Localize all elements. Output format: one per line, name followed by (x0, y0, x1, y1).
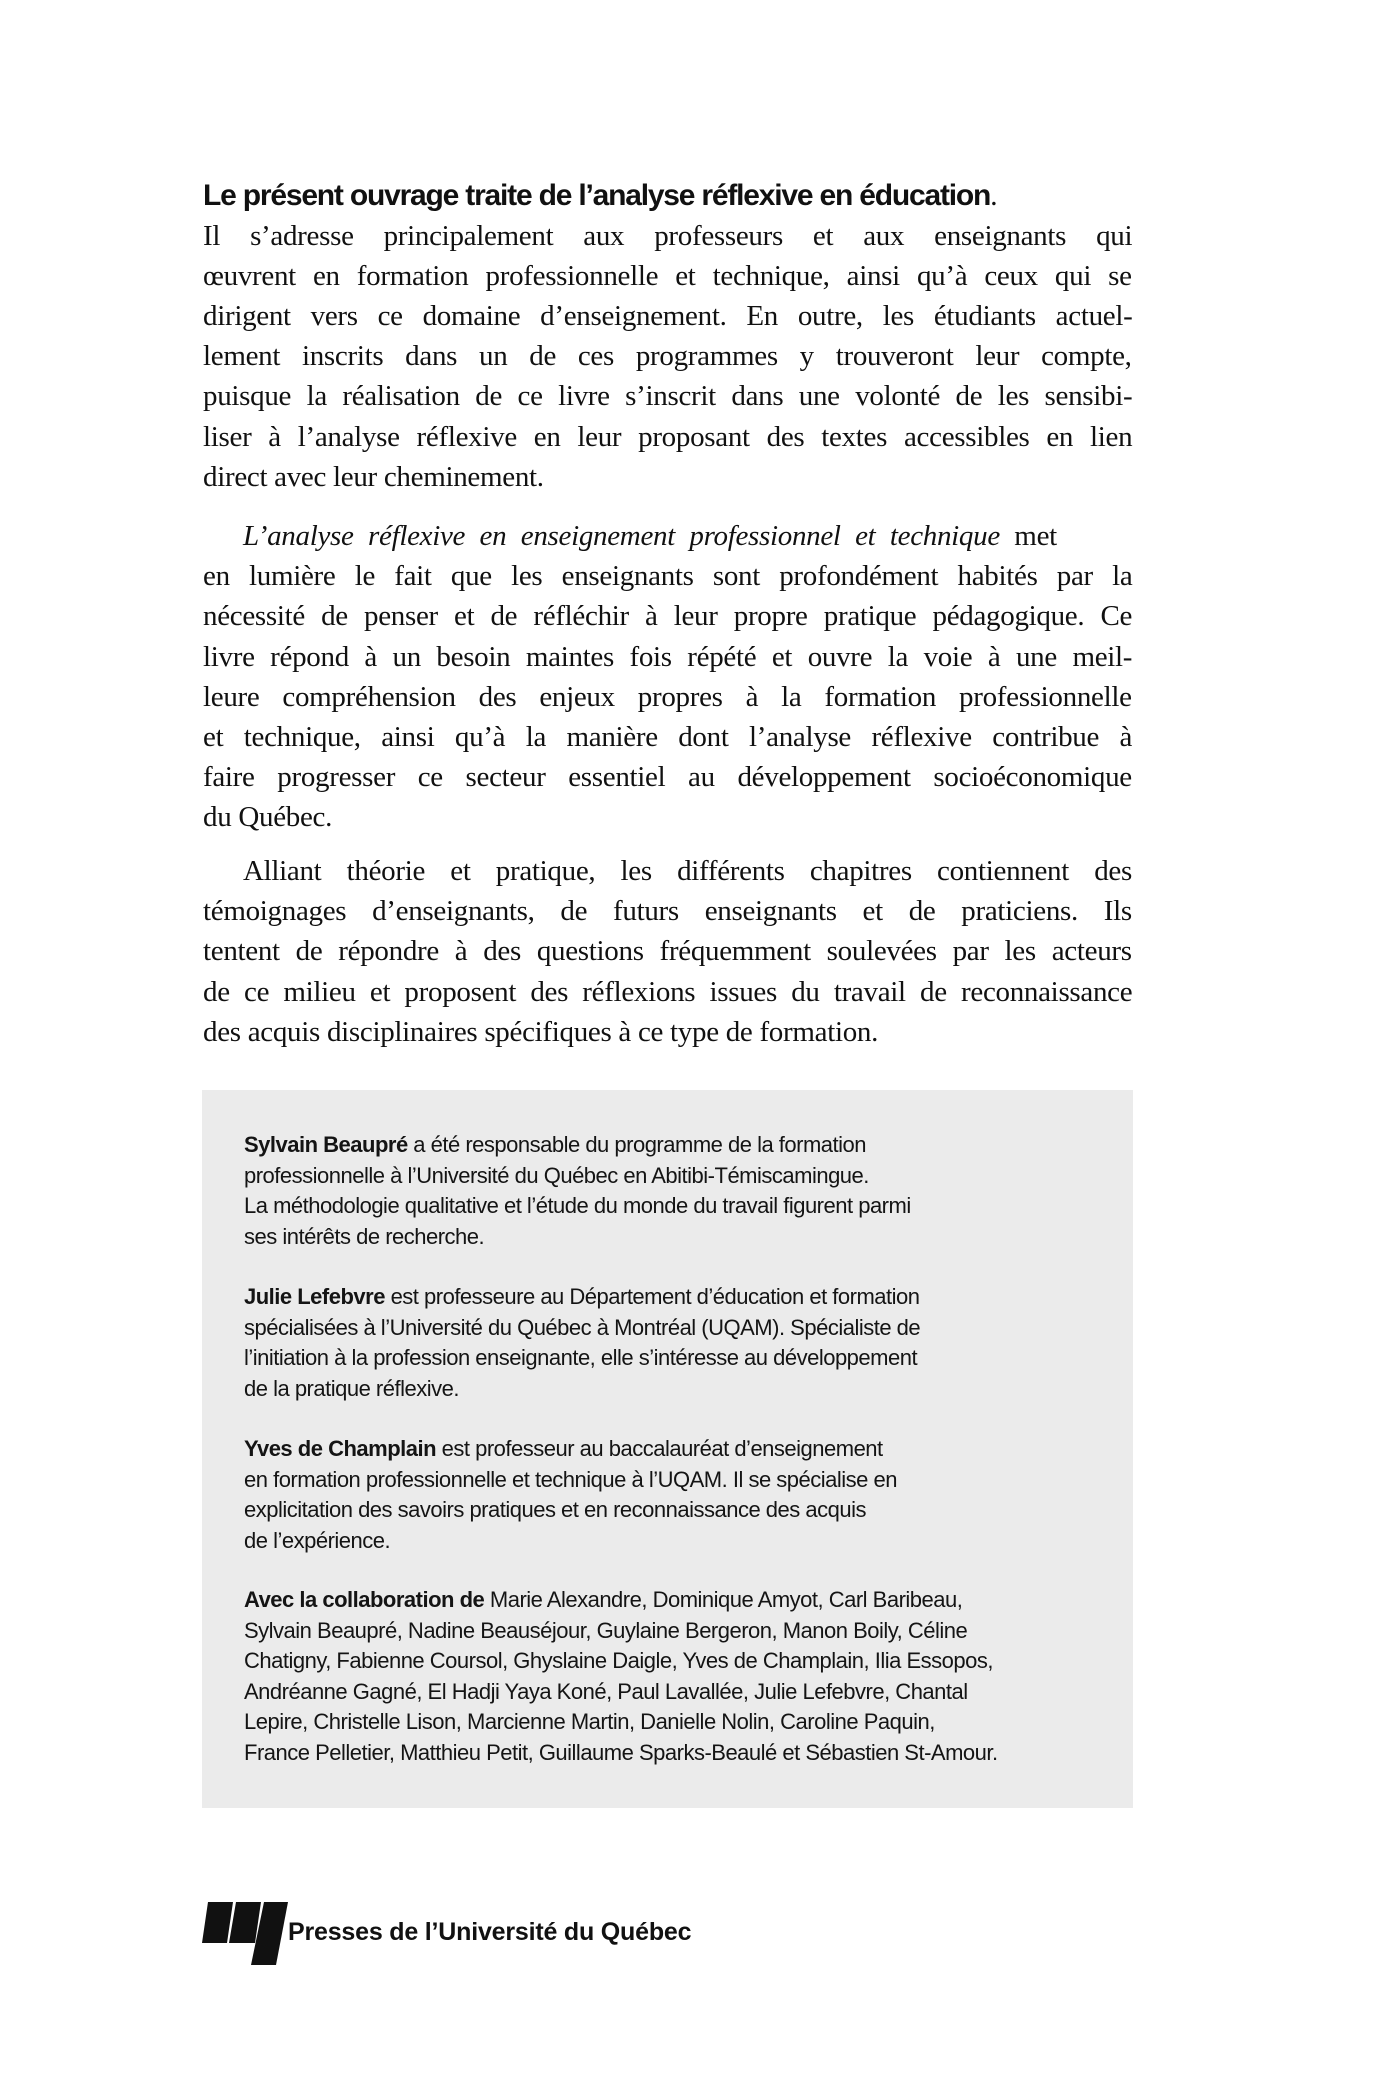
bio-yves-line: de l’expérience. (244, 1528, 391, 1553)
publisher-name: Presses de l’Université du Québec (288, 1918, 692, 1946)
bio-sylvain-line: ses intérêts de recherche. (244, 1224, 485, 1249)
paragraph2-first-line (243, 519, 1132, 553)
collaboration-line: France Pelletier, Matthieu Petit, Guillaume Sparks-Beaulé et Sébastien St-Amour. (244, 1740, 998, 1765)
paragraph3-line: de ce milieu et proposent des réflexions issues du travail de reconnaissance (203, 976, 1133, 1008)
author-name-julie: Julie Lefebvre (244, 1284, 385, 1309)
collaboration-line: Lepire, Christelle Lison, Marcienne Martin, Danielle Nolin, Caroline Paquin, (244, 1709, 935, 1734)
paragraph3-line: tentent de répondre à des questions fréquemment soulevées par les acteurs (203, 935, 1132, 967)
collaborators-text: Marie Alexandre, Dominique Amyot, Carl Baribeau, (484, 1587, 963, 1612)
intro-title (203, 179, 1132, 213)
bio-text: est professeure au Département d’éducation et formation (384, 1284, 920, 1309)
intro-title-bold: Le présent ouvrage traite de l’analyse réflexive en éducation (203, 179, 991, 212)
publisher-footer (200, 1898, 720, 1970)
bio-sylvain-line: professionnelle à l’Université du Québec en Abitibi-Témiscamingue. (244, 1163, 869, 1188)
paragraph3-line: Alliant théorie et pratique, les différents chapitres contiennent des (243, 855, 1132, 887)
paragraph2-line: et technique, ainsi qu’à la manière dont l’analyse réflexive contribue à (203, 721, 1133, 753)
paragraph2-line: du Québec. (203, 801, 333, 833)
paragraph1-line: puisque la réalisation de ce livre s’inscrit dans une volonté de les sensibi- (203, 380, 1133, 412)
paragraph2-line: leure compréhension des enjeux propres à la formation professionnelle (203, 681, 1132, 713)
bio-yves-line: explicitation des savoirs pratiques et en reconnaissance des acquis (244, 1497, 866, 1522)
author-name-sylvain: Sylvain Beaupré (244, 1132, 408, 1157)
bio-text: est professeur au baccalauréat d’enseignement (436, 1436, 883, 1461)
bio-sylvain-line: La méthodologie qualitative et l’étude du monde du travail figurent parmi (244, 1193, 911, 1218)
bio-julie-line: de la pratique réflexive. (244, 1376, 459, 1401)
paragraph1-line: lement inscrits dans un de ces programmes y trouveront leur compte, (203, 340, 1132, 372)
collaboration-line: Sylvain Beaupré, Nadine Beauséjour, Guylaine Bergeron, Manon Boily, Céline (244, 1618, 968, 1643)
paragraph1-line: liser à l’analyse réflexive en leur proposant des textes accessibles en lien (203, 421, 1133, 453)
collaboration-line: Andréanne Gagné, El Hadji Yaya Koné, Paul Lavallée, Julie Lefebvre, Chantal (244, 1679, 968, 1704)
paragraph1-line: direct avec leur cheminement. (203, 461, 544, 493)
intro-title-period: . (990, 179, 998, 212)
bio-julie-line: spécialisées à l’Université du Québec à Montréal (UQAM). Spécialiste de (244, 1315, 921, 1340)
collaboration-label: Avec la collaboration de (244, 1587, 485, 1612)
paragraph2-line: livre répond à un besoin maintes fois répété et ouvre la voie à une meil- (203, 641, 1133, 673)
author-name-yves: Yves de Champlain (244, 1436, 437, 1461)
paragraph3-line: témoignages d’enseignants, de futurs enseignants et de praticiens. Ils (203, 895, 1132, 927)
bio-julie-line: l’initiation à la profession enseignante, elle s’intéresse au développement (244, 1345, 918, 1370)
paragraph2-line: faire progresser ce secteur essentiel au développement socioéconomique (203, 761, 1132, 793)
collaboration-line (244, 1587, 962, 1613)
paragraph2-line: nécessité de penser et de réfléchir à leur propre pratique pédagogique. Ce (203, 600, 1133, 632)
paragraph2-first-rest: met (999, 520, 1057, 552)
bio-sylvain-line (244, 1132, 866, 1158)
paragraph3-line: des acquis disciplinaires spécifiques à ce type de formation. (203, 1016, 879, 1048)
paragraph1-line: Il s’adresse principalement aux professeurs et aux enseignants qui (203, 220, 1133, 252)
bio-julie-line (244, 1284, 920, 1310)
bio-yves-line: en formation professionnelle et technique à l’UQAM. Il se spécialise en (244, 1467, 897, 1492)
book-title-italic: L’analyse réflexive en enseignement professionnel et technique (243, 520, 1000, 552)
collaboration-line: Chatigny, Fabienne Coursol, Ghyslaine Daigle, Yves de Champlain, Ilia Essopos, (244, 1648, 993, 1673)
puq-logo-icon (200, 1898, 292, 1968)
bio-yves-line (244, 1436, 883, 1462)
paragraph1-line: dirigent vers ce domaine d’enseignement. En outre, les étudiants actuel- (203, 300, 1133, 332)
bio-text: a été responsable du programme de la formation (407, 1132, 867, 1157)
paragraph1-line: œuvrent en formation professionnelle et technique, ainsi qu’à ceux qui se (203, 260, 1132, 292)
author-bios-box (202, 1090, 1133, 1808)
paragraph2-line: en lumière le fait que les enseignants sont profondément habités par la (203, 560, 1133, 592)
